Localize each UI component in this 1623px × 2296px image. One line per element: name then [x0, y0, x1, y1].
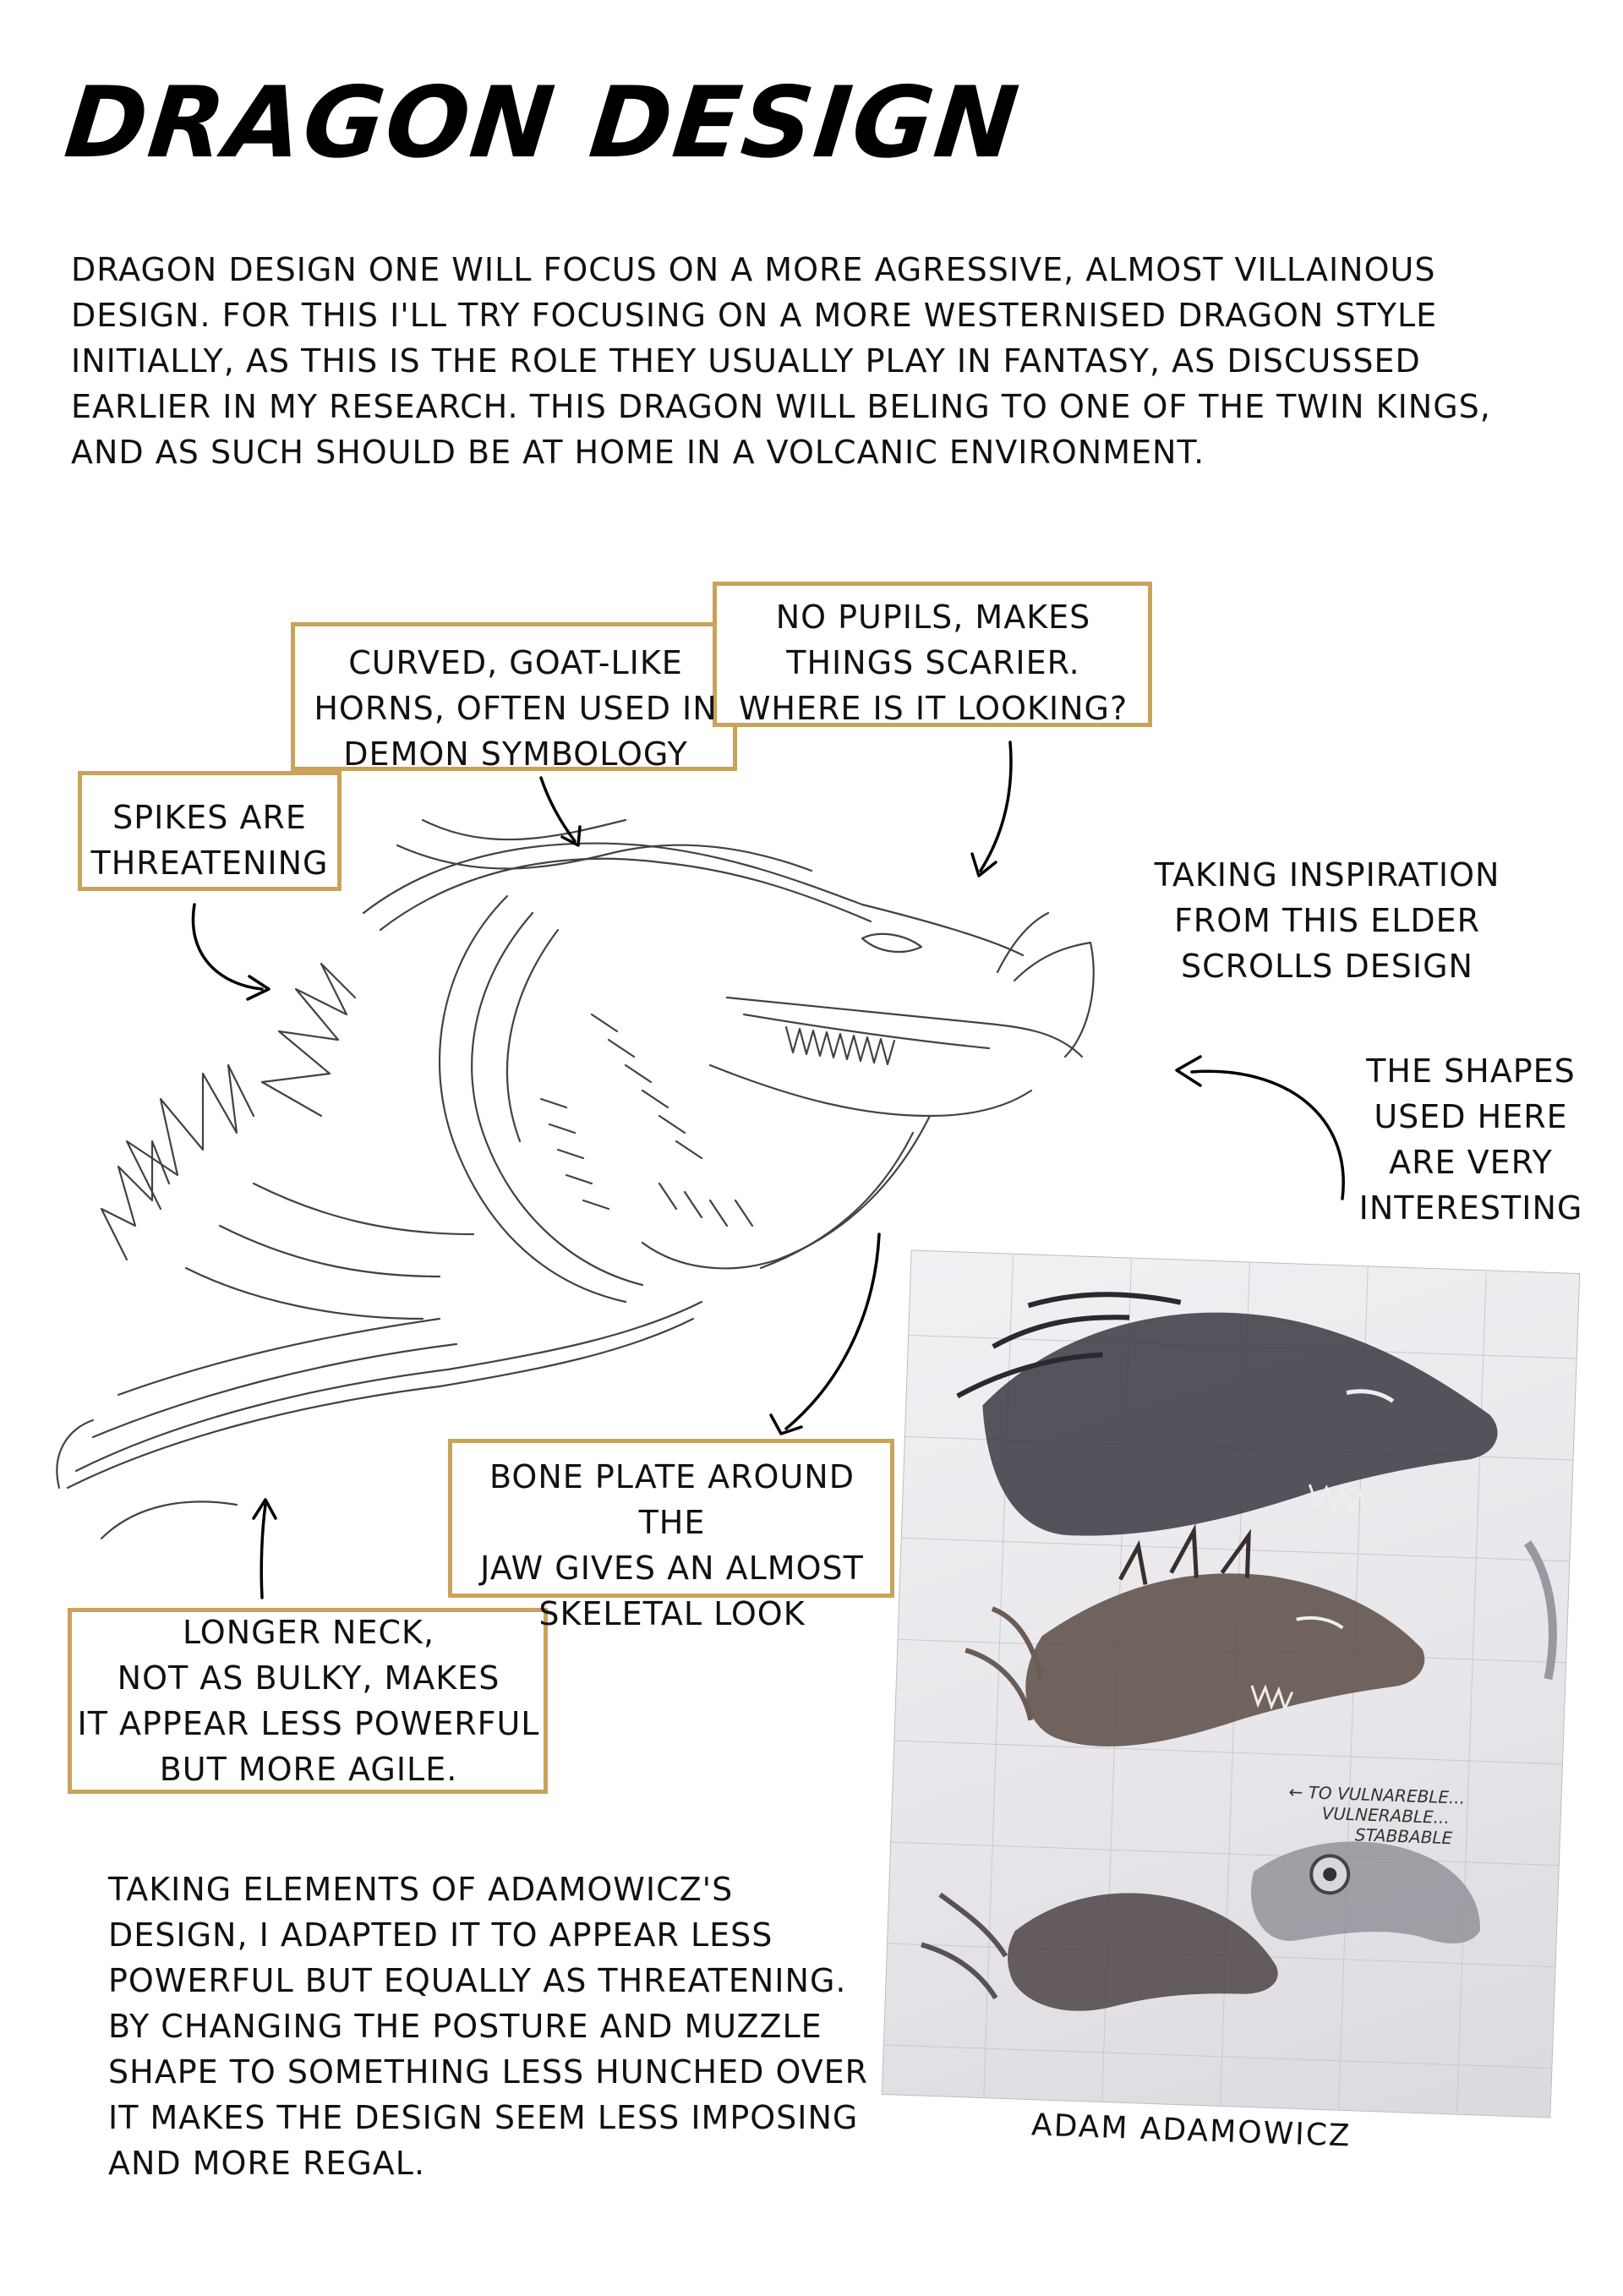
callout-line: SPIKES ARE	[112, 799, 307, 836]
callout-line: HORNS, OFTEN USED IN	[314, 690, 718, 727]
callout-line: SKELETAL LOOK	[538, 1595, 806, 1632]
callout-line: NO PUPILS, MAKES	[775, 599, 1091, 636]
reference-artwork	[882, 1249, 1580, 2118]
note-line: ARE VERY	[1389, 1144, 1553, 1181]
note-line: SCROLLS DESIGN	[1181, 948, 1473, 985]
note-line: USED HERE	[1374, 1098, 1568, 1135]
callout-line: JAW GIVES AN ALMOST	[480, 1550, 864, 1587]
note-line: ← TO VULNAREBLE...	[1288, 1781, 1466, 1808]
reference-handwritten-note	[1287, 1781, 1465, 1848]
reference-dragon-heads	[883, 1251, 1579, 2118]
note-line: FROM THIS ELDER	[1173, 902, 1481, 939]
note-line: STABBABLE	[1354, 1824, 1453, 1849]
callout-line: DEMON SYMBOLOGY	[343, 735, 688, 773]
callout-line: CURVED, GOAT-LIKE	[348, 644, 683, 681]
intro-paragraph: DRAGON DESIGN ONE WILL FOCUS ON A MORE AGRESSIVE, ALMOST VILLAINOUS DESIGN. FOR THIS I'LL TRY FOCUSING ON A MORE WESTERNISED DRAGON STYLE INITIALLY, AS THIS IS THE ROLE THEY USUALLY PLAY IN FANTASY, AS DISCUSSED EARLIER IN MY RESEARCH. THIS DRAGON WILL BELING TO ONE OF THE TWIN KINGS, AND AS SUCH SHOULD BE AT HOME IN A VOLCANIC ENVIRONMENT.	[71, 251, 1491, 471]
callout-line: BUT MORE AGILE.	[159, 1751, 458, 1788]
callout-line: NOT AS BULKY, MAKES	[117, 1659, 500, 1697]
callout-line: THREATENING	[90, 845, 329, 882]
callout-line: THINGS SCARIER.	[786, 644, 1080, 681]
page-title: DRAGON DESIGN	[59, 66, 1025, 180]
reference-caption: ADAM ADAMOWICZ	[1030, 2107, 1352, 2154]
callout-line: BONE PLATE AROUND THE	[489, 1458, 855, 1541]
callout-line: IT APPEAR LESS POWERFUL	[77, 1705, 540, 1742]
note-line: TAKING INSPIRATION	[1154, 856, 1500, 894]
callout-line: WHERE IS IT LOOKING?	[738, 690, 1128, 727]
note-line: INTERESTING	[1358, 1189, 1583, 1227]
closing-paragraph: TAKING ELEMENTS OF ADAMOWICZ'S DESIGN, I ADAPTED IT TO APPEAR LESS POWERFUL BUT EQUALLY AS THREATENING. BY CHANGING THE POSTURE AND MUZZLE SHAPE TO SOMETHING LESS HUNCHED OVER IT MAKES THE DESIGN SEEM LESS IMPOSING AND MORE REGAL.	[108, 1871, 869, 2182]
note-line: VULNERABLE...	[1321, 1802, 1451, 1829]
callout-line: LONGER NECK,	[182, 1614, 435, 1651]
note-line: THE SHAPES	[1366, 1052, 1576, 1090]
